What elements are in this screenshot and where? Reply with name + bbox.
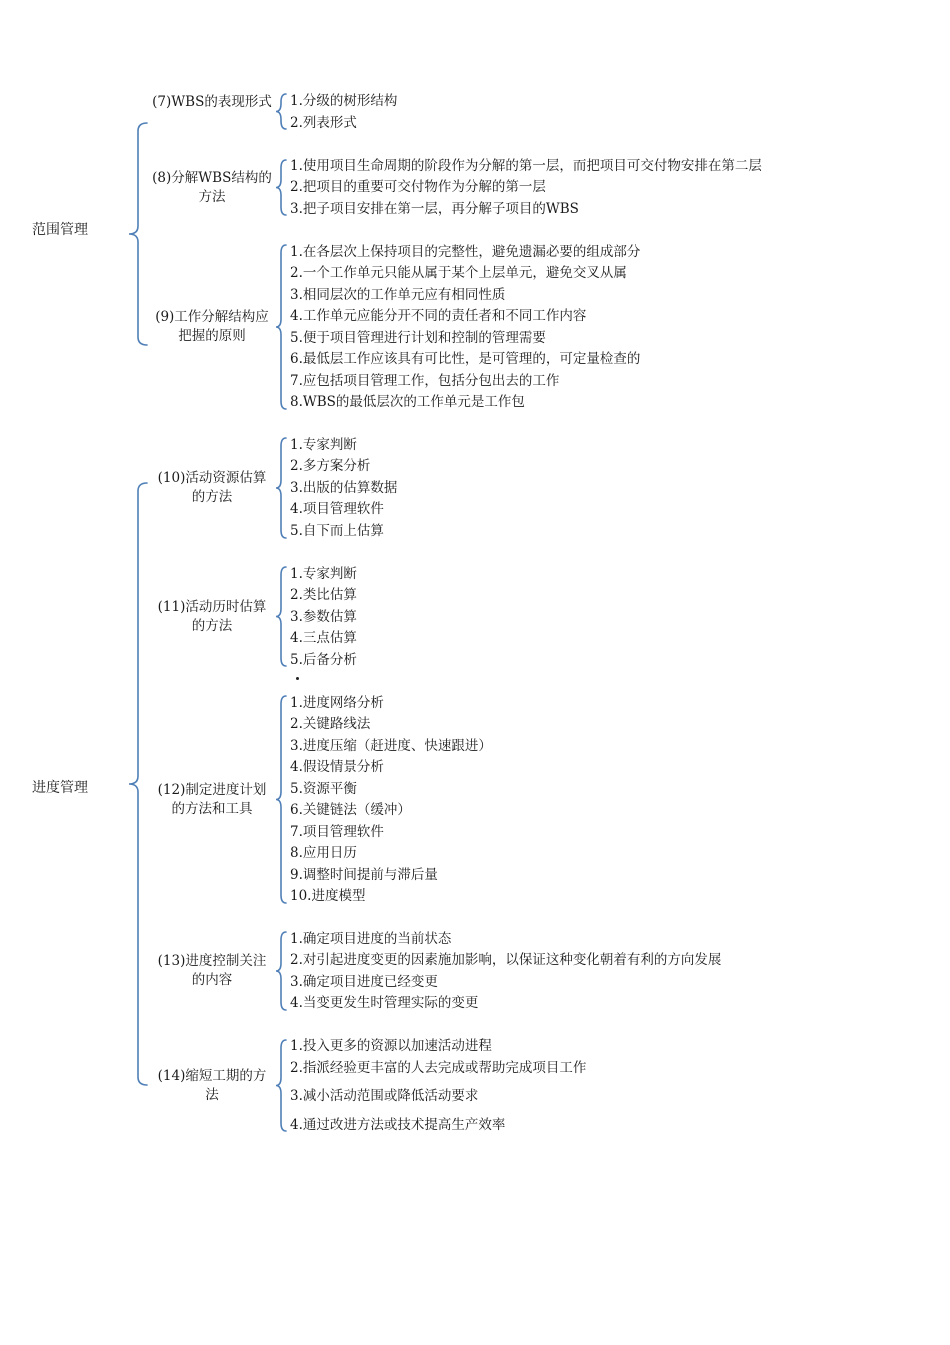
- sub-brace: [276, 438, 286, 538]
- sub-brace: [276, 1040, 286, 1131]
- list-item: 9.调整时间提前与滞后量: [290, 867, 438, 883]
- sub-category-label: (13)进度控制关注的内容: [157, 953, 267, 988]
- list-item: 8.应用日历: [290, 845, 357, 861]
- list-item: 4.假设情景分析: [290, 759, 384, 775]
- list-item: 3.进度压缩（赶进度、快速跟进）: [290, 738, 492, 754]
- list-item: 4.工作单元应能分开不同的责任者和不同工作内容: [290, 308, 587, 324]
- sub-category-label: (9)工作分解结构应把握的原则: [155, 309, 269, 344]
- list-item: 5.自下而上估算: [290, 523, 384, 539]
- sub-brace: [276, 567, 286, 666]
- list-item: 1.分级的树形结构: [290, 93, 398, 109]
- group-label: 范围管理: [32, 222, 88, 238]
- sub-category-label: (14)缩短工期的方法: [157, 1067, 267, 1103]
- list-item: 2.关键路线法: [290, 716, 371, 732]
- list-item: 2.列表形式: [290, 115, 357, 131]
- list-item: 1.使用项目生命周期的阶段作为分解的第一层，而把项目可交付物安排在第二层: [290, 158, 762, 174]
- list-item: 4.当变更发生时管理实际的变更: [290, 995, 479, 1011]
- list-item: 3.相同层次的工作单元应有相同性质: [290, 287, 506, 303]
- sub-brace: [276, 160, 286, 215]
- list-item: 6.关键链法（缓冲）: [290, 802, 411, 818]
- group-label: 进度管理: [32, 780, 88, 796]
- list-item: 10.进度模型: [290, 888, 366, 904]
- list-item: 1.专家判断: [290, 566, 357, 582]
- sub-brace: [276, 696, 286, 903]
- list-item: 5.资源平衡: [290, 781, 357, 797]
- list-item: 7.项目管理软件: [290, 824, 384, 840]
- sub-brace: [276, 94, 286, 129]
- list-item: 5.后备分析: [290, 652, 357, 668]
- list-item: 4.三点估算: [290, 630, 357, 646]
- sub-brace: [276, 932, 286, 1010]
- sub-brace: [276, 245, 286, 409]
- group-brace: [129, 483, 147, 1085]
- group-brace: [129, 123, 147, 345]
- sub-category-label: (12)制定进度计划的方法和工具: [157, 781, 267, 817]
- list-item: 7.应包括项目管理工作，包括分包出去的工作: [290, 373, 560, 389]
- list-item: 1.确定项目进度的当前状态: [290, 931, 452, 947]
- list-item: 1.专家判断: [290, 437, 357, 453]
- list-item: 1.在各层次上保持项目的完整性，避免遗漏必要的组成部分: [290, 244, 641, 260]
- list-item: 3.参数估算: [290, 609, 357, 625]
- list-item: 3.确定项目进度已经变更: [290, 974, 438, 990]
- list-item: 8.WBS的最低层次的工作单元是工作包: [290, 394, 525, 410]
- list-item: 1.投入更多的资源以加速活动进程: [290, 1038, 492, 1054]
- list-item: 1.进度网络分析: [290, 695, 384, 711]
- list-item: 2.把项目的重要可交付物作为分解的第一层: [290, 179, 546, 195]
- sub-category-label: (7)WBS的表现形式: [152, 93, 272, 110]
- list-item: 4.通过改进方法或技术提高生产效率: [290, 1117, 506, 1133]
- list-item: 3.减小活动范围或降低活动要求: [290, 1088, 479, 1104]
- list-item: 2.对引起进度变更的因素施加影响，以保证这种变化朝着有利的方向发展: [290, 952, 722, 968]
- list-item: 6.最低层工作应该具有可比性，是可管理的，可定量检查的: [290, 351, 641, 367]
- list-item: 3.出版的估算数据: [290, 480, 398, 496]
- list-item: 4.项目管理软件: [290, 501, 384, 517]
- sub-category-label: (8)分解WBS结构的方法: [152, 169, 272, 205]
- list-item: 2.多方案分析: [290, 458, 371, 474]
- list-item: 2.指派经验更丰富的人去完成或帮助完成项目工作: [290, 1060, 587, 1076]
- list-item: 2.类比估算: [290, 587, 357, 603]
- bullet-dot: [296, 677, 299, 680]
- sub-category-label: (11)活动历时估算的方法: [157, 598, 267, 634]
- list-item: 2.一个工作单元只能从属于某个上层单元，避免交叉从属: [290, 265, 627, 281]
- list-item: 5.便于项目管理进行计划和控制的管理需要: [290, 330, 546, 346]
- sub-category-label: (10)活动资源估算的方法: [157, 470, 267, 505]
- list-item: 3.把子项目安排在第一层，再分解子项目的WBS: [290, 201, 579, 217]
